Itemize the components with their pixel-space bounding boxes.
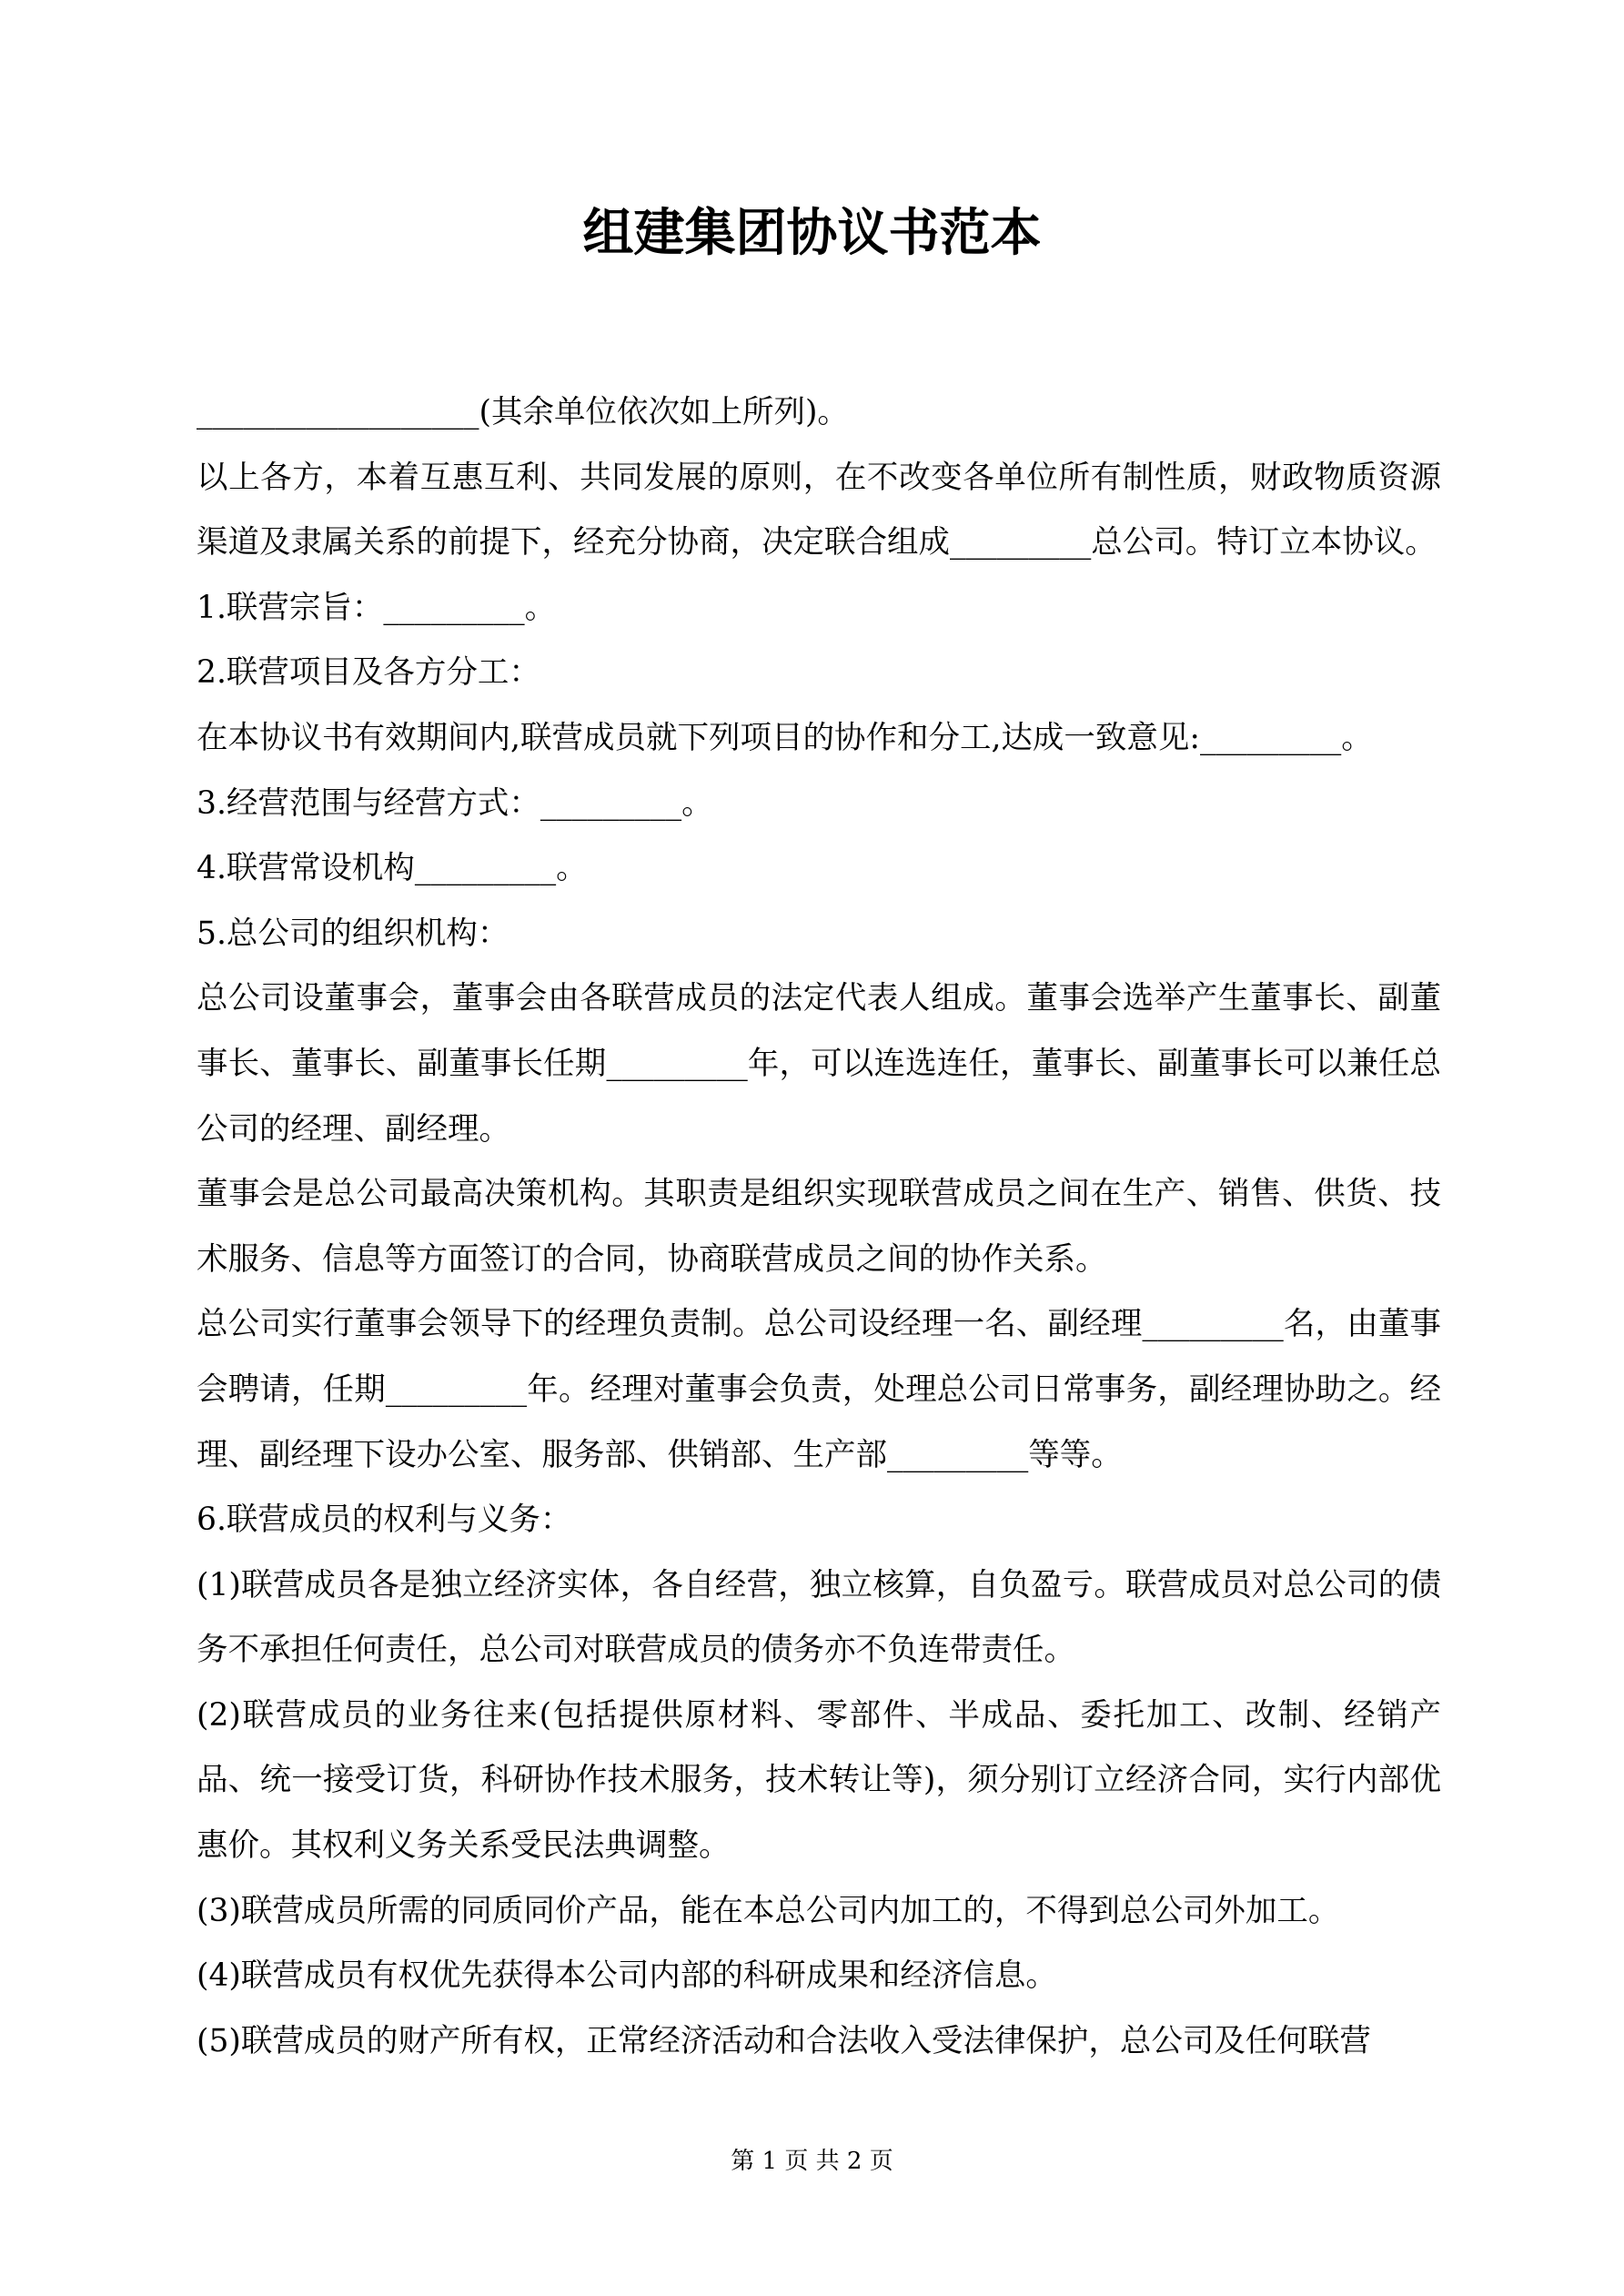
paragraph: 董事会是总公司最高决策机构。其职责是组织实现联营成员之间在生产、销售、供货、技术服务、信息等方面签订的合同，协商联营成员之间的协作关系。 xyxy=(197,1176,1441,1278)
paragraph: 总公司实行董事会领导下的经理负责制。总公司设经理一名、副经理_________名，由董事会聘请，任期_________年。经理对董事会负责，处理总公司日常事务，副经理协助之。经理、副经理下设办公室、服务部、供销部、生产部_________等等。 xyxy=(197,1306,1441,1473)
paragraph: (2)联营成员的业务往来(包括提供原材料、零部件、半成品、委托加工、改制、经销产品、统一接受订货，科研协作技术服务，技术转让等)，须分别订立经济合同，实行内部优惠价。其权利义务关系受民法典调整。 xyxy=(197,1696,1441,1865)
paragraph: 在本协议书有效期间内,联营成员就下列项目的协作和分工,达成一致意见:_________。 xyxy=(197,719,1373,756)
paragraph: 1.联营宗旨：_________。 xyxy=(197,589,557,626)
paragraph: 2.联营项目及各方分工： xyxy=(197,654,540,692)
paragraph: 5.总公司的组织机构： xyxy=(197,915,509,952)
page-footer: 第 1 页 共 2 页 xyxy=(731,2148,893,2175)
paragraph: 3.经营范围与经营方式：_________。 xyxy=(197,784,713,822)
paragraph: 总公司设董事会，董事会由各联营成员的法定代表人组成。董事会选举产生董事长、副董事长、董事长、副董事长任期_________年，可以连选连任，董事长、副董事长可以兼任总公司的经理、副经理。 xyxy=(197,980,1441,1148)
paragraph: __________________(其余单位依次如上所列)。 xyxy=(197,394,849,430)
document-body xyxy=(197,380,1441,2074)
paragraph: 4.联营常设机构_________。 xyxy=(197,850,588,887)
document-title: 组建集团协议书范本 xyxy=(582,204,1042,263)
paragraph: 6.联营成员的权利与义务： xyxy=(197,1502,572,1539)
paragraph: (4)联营成员有权优先获得本公司内部的科研成果和经济信息。 xyxy=(197,1957,1057,1995)
paragraph: (5)联营成员的财产所有权，正常经济活动和合法收入受法律保护，总公司及任何联营 xyxy=(197,2022,1371,2059)
paragraph: (1)联营成员各是独立经济实体，各自经营，独立核算，自负盈亏。联营成员对总公司的债务不承担任何责任，总公司对联营成员的债务亦不负连带责任。 xyxy=(197,1566,1441,1669)
paragraph: (3)联营成员所需的同质同价产品，能在本总公司内加工的，不得到总公司外加工。 xyxy=(197,1892,1340,1929)
paragraph: 以上各方，本着互惠互利、共同发展的原则，在不改变各单位所有制性质，财政物质资源渠道及隶属关系的前提下，经充分协商，决定联合组成_________总公司。特订立本协议。 xyxy=(197,459,1441,561)
